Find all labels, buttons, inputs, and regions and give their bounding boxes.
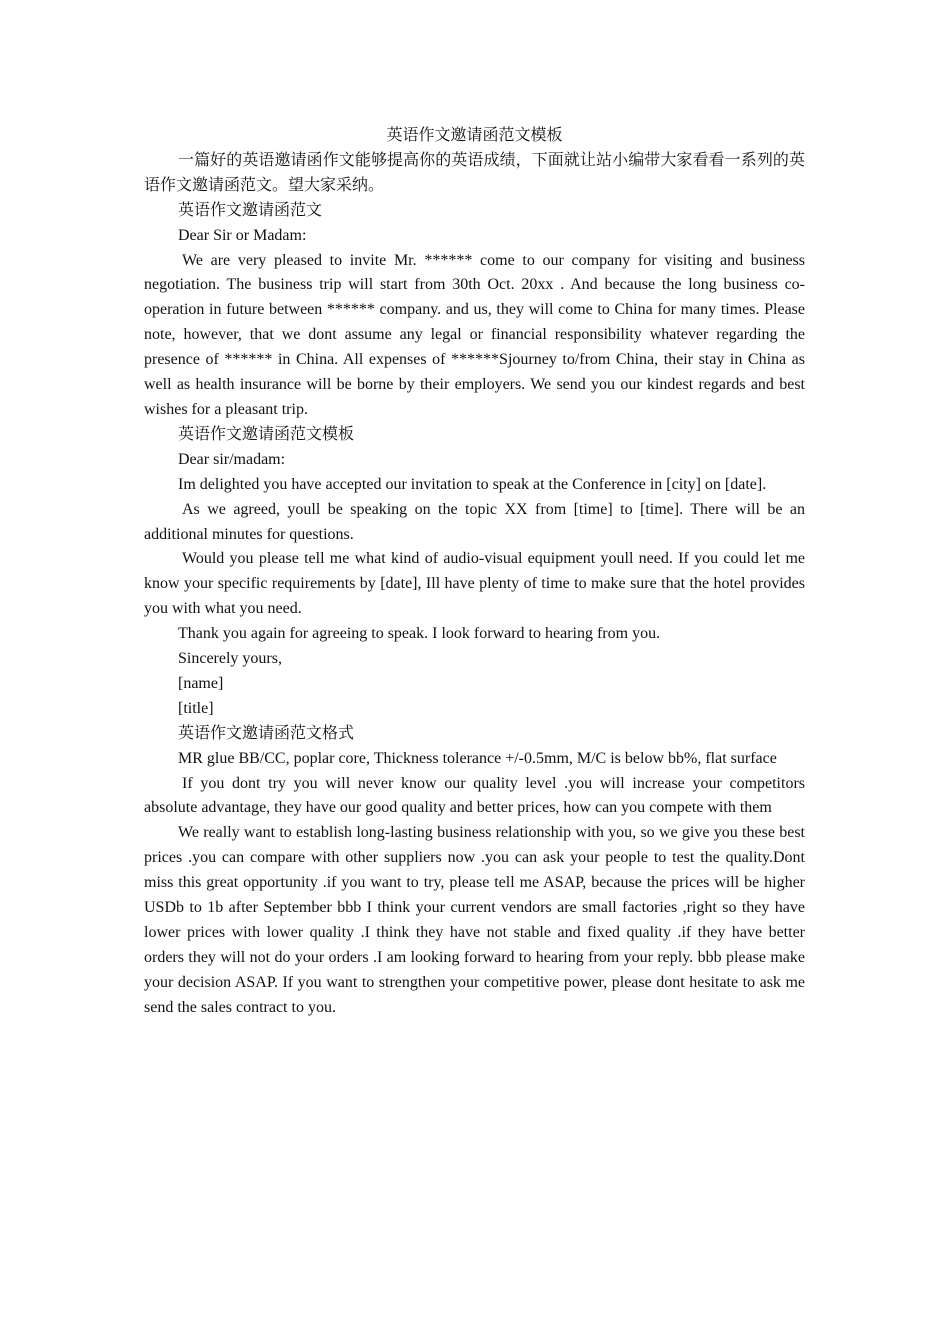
letter-paragraph-1: Im delighted you have accepted our invitation to speak at the Conference in [city] on [date]. bbox=[178, 475, 767, 493]
letter-paragraph-3: Would you please tell me what kind of audio-visual equipment youll need. If you could let me know your specific requirements by [date], Ill have plenty of time to make sure that the hotel provides you with what you need. bbox=[144, 550, 805, 618]
closing-line: Sincerely yours, bbox=[178, 650, 282, 668]
salutation-1: Dear Sir or Madam: bbox=[178, 226, 307, 244]
section-heading-sample: 英语作文邀请函范文 bbox=[178, 201, 323, 219]
document-title: 英语作文邀请函范文模板 bbox=[386, 127, 563, 144]
letter-paragraph-2: As we agreed, youll be speaking on the topic XX from [time] to [time]. There will be an additional minutes for questions. bbox=[144, 500, 805, 543]
section-heading-format: 英语作文邀请函范文格式 bbox=[178, 724, 355, 742]
invitation-body-1: We are very pleased to invite Mr. ****** come to our company for visiting and business negotiation. The business trip will start from 30th Oct. 20xx . And because the long business co-operation in future between ****** company. and us, they will come to China for many times. Please note, however, that we dont assume any legal or financial responsibility whatever regarding the presence of ****** in China. All expenses of ******Sjourney to/from China, their stay in China as well as health insurance will be borne by their employers. We send you our kindest regards and best wishes for a pleasant trip. bbox=[144, 251, 805, 418]
document-page bbox=[144, 124, 805, 1021]
signature-title: [title] bbox=[178, 699, 214, 717]
intro-paragraph: 一篇好的英语邀请函作文能够提高你的英语成绩，下面就让站小编带大家看看一系列的英语作文邀请函范文。望大家采纳。 bbox=[144, 151, 805, 194]
section-heading-template: 英语作文邀请函范文模板 bbox=[178, 425, 355, 443]
letter-paragraph-4: Thank you again for agreeing to speak. I look forward to hearing from you. bbox=[178, 625, 661, 643]
product-spec-line: MR glue BB/CC, poplar core, Thickness tolerance +/-0.5mm, M/C is below bb%, flat surface bbox=[178, 749, 777, 767]
sales-paragraph-1: If you dont try you will never know our quality level .you will increase your competitors absolute advantage, they have our good quality and better prices, how can you compete with them bbox=[144, 774, 805, 817]
salutation-2: Dear sir/madam: bbox=[178, 450, 286, 468]
signature-name: [name] bbox=[178, 674, 224, 692]
sales-paragraph-2: We really want to establish long-lasting business relationship with you, so we give you these best prices .you can compare with other suppliers now .you can ask your people to test the quality.Dont miss this great opportunity .if you want to try, please tell me ASAP, because the prices will be higher USDb to 1b after September bbb I think your current vendors are small factories ,right so they have lower prices with lower quality .I think they have not stable and fixed quality .if they have better orders they will not do your orders .I am looking forward to hearing from your reply. bbb please make your decision ASAP. If you want to strengthen your competitive power, please dont hesitate to ask me send the sales contract to you. bbox=[144, 824, 805, 1016]
